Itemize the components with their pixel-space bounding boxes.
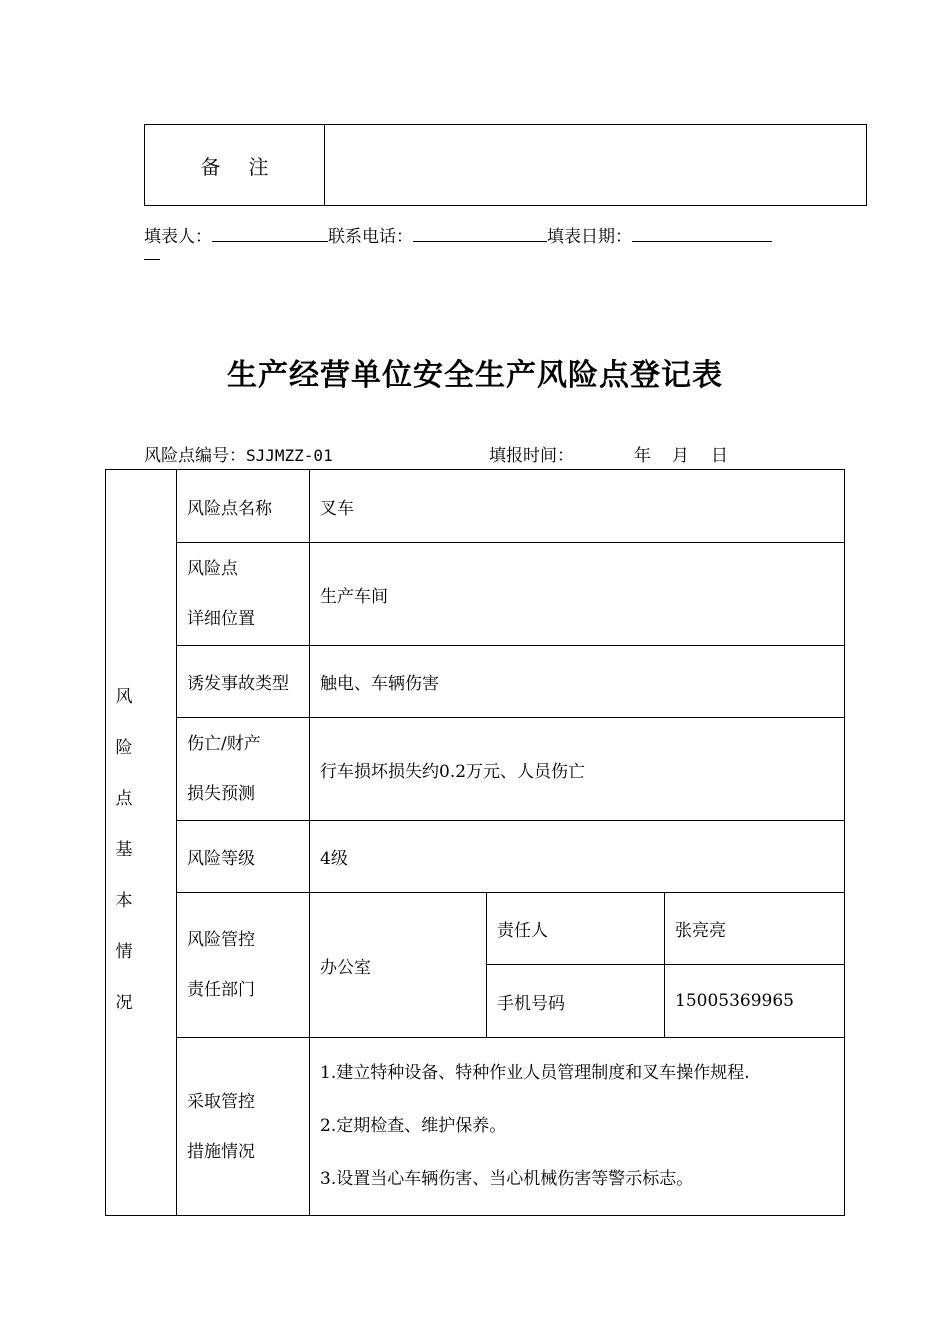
measure-item: 3.设置当心车辆伤害、当心机械伤害等警示标志。 xyxy=(320,1169,694,1189)
filler-line xyxy=(144,222,772,247)
remarks-value[interactable] xyxy=(326,125,866,205)
risk-code-label: 风险点编号： xyxy=(144,446,246,466)
category-column xyxy=(106,670,142,1030)
measures-label xyxy=(177,1038,309,1215)
measures-value[interactable] xyxy=(310,1038,844,1215)
name-value[interactable]: 叉车 xyxy=(320,498,354,519)
filled-by-label: 填表人： xyxy=(144,227,212,247)
phone-value[interactable]: 15005369965 xyxy=(675,991,794,1011)
loss-label-line1: 伤亡/财产 xyxy=(187,734,261,754)
location-label-line2: 详细位置 xyxy=(187,609,255,629)
phone-label: 联系电话： xyxy=(328,227,413,247)
filled-by-blank[interactable] xyxy=(212,223,328,242)
risk-table xyxy=(105,469,845,1216)
accident-label: 诱发事故类型 xyxy=(187,674,289,694)
remarks-label: 备注 xyxy=(145,125,325,205)
measures-label-line2: 措施情况 xyxy=(187,1141,255,1162)
phone-blank[interactable] xyxy=(413,223,547,242)
accident-value[interactable]: 触电、车辆伤害 xyxy=(320,674,439,694)
year-label: 年 xyxy=(634,446,651,466)
date-blank-continuation xyxy=(144,259,160,260)
measures-label-line1: 采取管控 xyxy=(187,1091,255,1112)
page-title: 生产经营单位安全生产风险点登记表 xyxy=(227,358,723,393)
report-time-label: 填报时间： xyxy=(489,446,574,466)
location-label xyxy=(177,543,309,645)
category-char: 险 xyxy=(115,737,133,758)
level-label: 风险等级 xyxy=(187,849,255,869)
person-value[interactable]: 张亮亮 xyxy=(675,921,726,941)
category-char: 情 xyxy=(115,941,133,962)
control-label xyxy=(177,893,309,1037)
loss-label xyxy=(177,718,309,820)
control-department[interactable]: 办公室 xyxy=(320,957,371,978)
day-label: 日 xyxy=(711,446,728,466)
control-label-line2: 责任部门 xyxy=(187,980,255,1000)
category-char: 点 xyxy=(115,788,133,809)
risk-code-value: SJJMZZ-01 xyxy=(246,446,333,465)
remarks-table xyxy=(144,124,867,206)
measure-item: 1.建立特种设备、特种作业人员管理制度和叉车操作规程. xyxy=(320,1063,750,1083)
loss-label-line2: 损失预测 xyxy=(187,784,255,804)
control-label-line1: 风险管控 xyxy=(187,930,255,950)
phone-label: 手机号码 xyxy=(497,993,565,1014)
date-label: 填表日期： xyxy=(547,227,632,247)
category-char: 况 xyxy=(115,992,133,1013)
risk-code xyxy=(144,441,333,466)
location-label-line1: 风险点 xyxy=(187,559,238,579)
date-blank[interactable] xyxy=(632,223,772,242)
location-value[interactable]: 生产车间 xyxy=(320,586,388,607)
category-char: 基 xyxy=(115,839,133,860)
loss-value[interactable]: 行车损坏损失约0.2万元、人员伤亡 xyxy=(320,761,586,782)
measure-item: 2.定期检查、维护保养。 xyxy=(320,1116,507,1136)
month-label: 月 xyxy=(672,446,689,466)
name-label: 风险点名称 xyxy=(187,498,272,519)
category-char: 风 xyxy=(115,686,133,707)
category-char: 本 xyxy=(115,890,133,911)
person-label: 责任人 xyxy=(497,921,548,941)
level-value[interactable]: 4级 xyxy=(320,849,348,869)
